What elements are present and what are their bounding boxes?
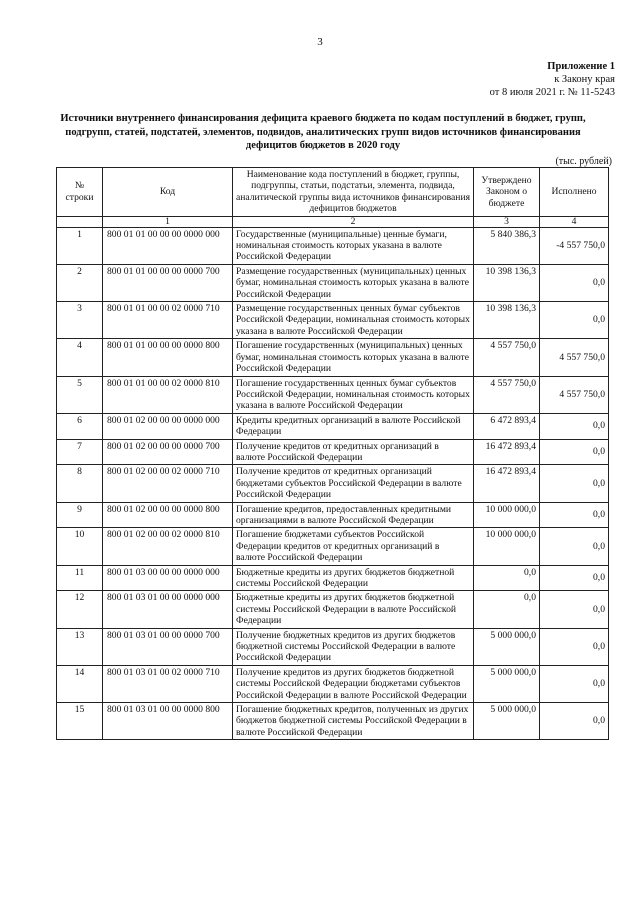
row-approved: 5 000 000,0 <box>474 665 540 702</box>
row-name: Получение кредитов от кредитных организаций бюджетами субъектов Российской Федерации в валюте Российской Федерации <box>233 465 474 502</box>
row-code: 800 01 02 00 00 02 0000 710 <box>103 465 233 502</box>
row-approved: 0,0 <box>474 591 540 628</box>
row-number: 12 <box>57 591 103 628</box>
financing-sources-table <box>56 167 609 740</box>
row-number: 7 <box>57 439 103 465</box>
table-row <box>57 413 609 439</box>
row-approved: 4 557 750,0 <box>474 339 540 376</box>
row-executed: 4 557 750,0 <box>540 376 609 413</box>
row-number: 14 <box>57 665 103 702</box>
row-name: Получение кредитов из других бюджетов бюджетной системы Российской Федерации бюджетами субъектов Российской Федерации в валюте Российской Федерации <box>233 665 474 702</box>
row-approved: 16 472 893,4 <box>474 465 540 502</box>
row-number: 9 <box>57 502 103 528</box>
column-number: 2 <box>233 216 474 227</box>
row-approved: 5 000 000,0 <box>474 703 540 740</box>
row-code: 800 01 02 00 00 00 0000 000 <box>103 413 233 439</box>
row-approved: 5 840 386,3 <box>474 227 540 264</box>
row-approved: 16 472 893,4 <box>474 439 540 465</box>
column-number: 4 <box>540 216 609 227</box>
header-code: Код <box>103 168 233 217</box>
header-name: Наименование кода поступлений в бюджет, группы, подгруппы, статьи, подстатьи, элемента, подвида, аналитической группы вида источников финансирования дефицитов бюджетов <box>233 168 474 217</box>
header-executed: Исполнено <box>540 168 609 217</box>
row-code: 800 01 01 00 00 00 0000 800 <box>103 339 233 376</box>
row-code: 800 01 02 00 00 00 0000 800 <box>103 502 233 528</box>
row-name: Получение бюджетных кредитов из других бюджетов бюджетной системы Российской Федерации в валюте Российской Федерации <box>233 628 474 665</box>
table-row <box>57 703 609 740</box>
table-row <box>57 339 609 376</box>
table-row <box>57 565 609 591</box>
row-approved: 10 398 136,3 <box>474 264 540 301</box>
row-executed: 0,0 <box>540 665 609 702</box>
row-number: 11 <box>57 565 103 591</box>
row-number: 10 <box>57 528 103 565</box>
row-executed: 0,0 <box>540 502 609 528</box>
table-row <box>57 376 609 413</box>
table-row <box>57 465 609 502</box>
row-executed: 0,0 <box>540 264 609 301</box>
row-number: 2 <box>57 264 103 301</box>
table-row <box>57 628 609 665</box>
row-executed: 0,0 <box>540 413 609 439</box>
appendix-title: Приложение 1 <box>547 61 615 72</box>
table-row <box>57 528 609 565</box>
row-code: 800 01 01 00 00 02 0000 810 <box>103 376 233 413</box>
row-number: 1 <box>57 227 103 264</box>
row-code: 800 01 01 00 00 00 0000 000 <box>103 227 233 264</box>
row-executed: -4 557 750,0 <box>540 227 609 264</box>
row-code: 800 01 03 01 00 00 0000 000 <box>103 591 233 628</box>
row-executed: 0,0 <box>540 439 609 465</box>
column-number: 3 <box>474 216 540 227</box>
row-executed: 0,0 <box>540 565 609 591</box>
document-title: Источники внутреннего финансирования дефицита краевого бюджета по кодам поступлений в бюджет, групп, подгрупп, статей, подстатей, элементов, подвидов, аналитических групп видов источников финансирования дефицитов бюджетов в 2020 году <box>60 113 586 151</box>
row-name: Размещение государственных (муниципальных) ценных бумаг, номинальная стоимость которых указана в валюте Российской Федерации <box>233 264 474 301</box>
row-number: 5 <box>57 376 103 413</box>
row-name: Погашение кредитов, предоставленных кредитными организациями в валюте Российской Федерации <box>233 502 474 528</box>
row-number: 15 <box>57 703 103 740</box>
row-approved: 5 000 000,0 <box>474 628 540 665</box>
table-row <box>57 439 609 465</box>
appendix-block <box>490 60 615 99</box>
row-name: Кредиты кредитных организаций в валюте Российской Федерации <box>233 413 474 439</box>
row-executed: 0,0 <box>540 528 609 565</box>
row-code: 800 01 03 01 00 00 0000 800 <box>103 703 233 740</box>
column-number: 1 <box>103 216 233 227</box>
row-code: 800 01 01 00 00 02 0000 710 <box>103 302 233 339</box>
table-row <box>57 302 609 339</box>
row-code: 800 01 01 00 00 00 0000 700 <box>103 264 233 301</box>
table-row <box>57 591 609 628</box>
header-approved: Утверждено Законом о бюджете <box>474 168 540 217</box>
column-number-row <box>57 216 609 227</box>
row-approved: 0,0 <box>474 565 540 591</box>
table-header-row <box>57 168 609 217</box>
row-name: Бюджетные кредиты из других бюджетов бюджетной системы Российской Федерации <box>233 565 474 591</box>
row-code: 800 01 03 01 00 00 0000 700 <box>103 628 233 665</box>
column-number-blank <box>57 216 103 227</box>
table-row <box>57 227 609 264</box>
table-row <box>57 264 609 301</box>
row-executed: 0,0 <box>540 465 609 502</box>
row-number: 4 <box>57 339 103 376</box>
row-executed: 0,0 <box>540 628 609 665</box>
row-number: 6 <box>57 413 103 439</box>
row-number: 8 <box>57 465 103 502</box>
row-executed: 0,0 <box>540 591 609 628</box>
row-approved: 10 000 000,0 <box>474 528 540 565</box>
row-code: 800 01 02 00 00 00 0000 700 <box>103 439 233 465</box>
table-row <box>57 665 609 702</box>
units-label: (тыс. рублей) <box>555 156 612 167</box>
row-executed: 4 557 750,0 <box>540 339 609 376</box>
row-executed: 0,0 <box>540 302 609 339</box>
appendix-line-2: к Закону края <box>554 74 615 85</box>
row-name: Погашение государственных (муниципальных) ценных бумаг, номинальная стоимость которых указана в валюте Российской Федерации <box>233 339 474 376</box>
row-approved: 4 557 750,0 <box>474 376 540 413</box>
row-number: 13 <box>57 628 103 665</box>
row-name: Государственные (муниципальные) ценные бумаги, номинальная стоимость которых указана в валюте Российской Федерации <box>233 227 474 264</box>
row-code: 800 01 02 00 00 02 0000 810 <box>103 528 233 565</box>
row-name: Размещение государственных ценных бумаг субъектов Российской Федерации, номинальная стоимость которых указана в валюте Российской Федерации <box>233 302 474 339</box>
table-row <box>57 502 609 528</box>
header-row-number: № строки <box>57 168 103 217</box>
row-number: 3 <box>57 302 103 339</box>
row-code: 800 01 03 00 00 00 0000 000 <box>103 565 233 591</box>
row-code: 800 01 03 01 00 02 0000 710 <box>103 665 233 702</box>
row-name: Погашение государственных ценных бумаг субъектов Российской Федерации, номинальная стоимость которых указана в валюте Российской Федерации <box>233 376 474 413</box>
row-name: Получение кредитов от кредитных организаций в валюте Российской Федерации <box>233 439 474 465</box>
row-name: Погашение бюджетных кредитов, полученных из других бюджетов бюджетной системы Российской Федерации в валюте Российской Федерации <box>233 703 474 740</box>
row-approved: 6 472 893,4 <box>474 413 540 439</box>
row-approved: 10 000 000,0 <box>474 502 540 528</box>
row-name: Погашение бюджетами субъектов Российской Федерации кредитов от кредитных организаций в валюте Российской Федерации <box>233 528 474 565</box>
page-number: 3 <box>317 36 323 48</box>
row-name: Бюджетные кредиты из других бюджетов бюджетной системы Российской Федерации в валюте Российской Федерации <box>233 591 474 628</box>
row-approved: 10 398 136,3 <box>474 302 540 339</box>
appendix-line-3: от 8 июля 2021 г. № 11-5243 <box>489 87 615 98</box>
row-executed: 0,0 <box>540 703 609 740</box>
